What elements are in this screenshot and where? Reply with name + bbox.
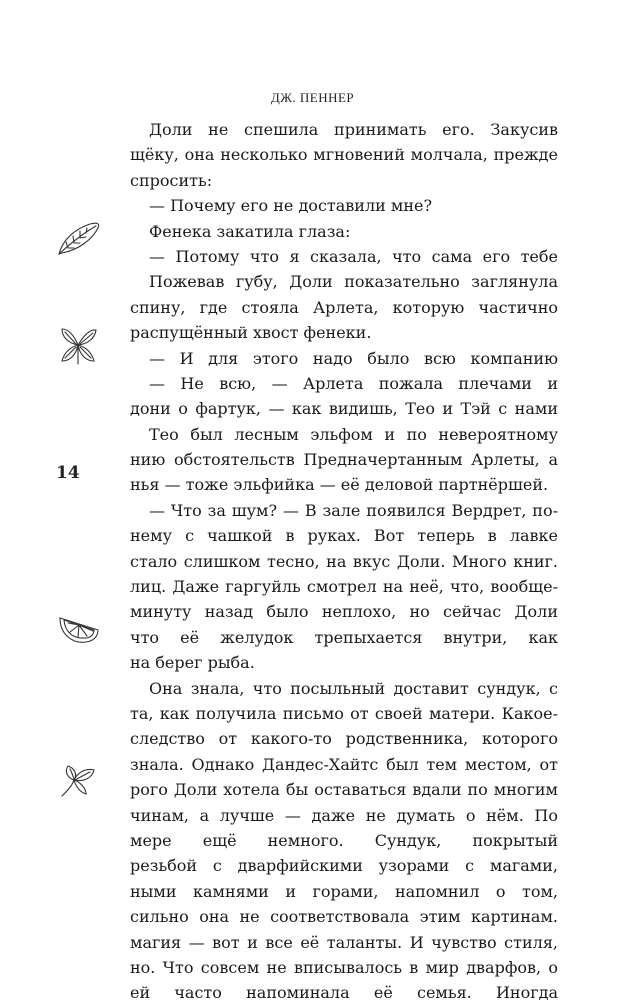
text-line: резьбой с дварфийскими узорами с магами, (130, 856, 558, 876)
text-line: нию обстоятельств Предначертанным Арлеты, а (130, 450, 558, 470)
text-line: лиц. Даже гаргуйль смотрел на неё, что, вообще- (130, 577, 558, 597)
text-line: знала. Однако Дандес-Хайтс был тем местом, от (130, 754, 558, 774)
text-line: Тео был лесным эльфом и по невероятному (149, 424, 558, 444)
text-line: рого Доли хотела бы оставаться вдали по многим (130, 780, 558, 800)
leaf-icon (56, 218, 102, 258)
text-line: распущённый хвост фенеки. (130, 323, 372, 343)
text-line: — Почему его не доставили мне? (149, 196, 433, 216)
text-line: — Не всю, — Арлета пожала плечами и (149, 373, 558, 393)
text-line: минуту назад было неплохо, но сейчас Доли (130, 602, 558, 622)
text-line: — И для этого надо было всю компанию (149, 348, 558, 368)
text-line: следство от какого-то родственника, которого (130, 729, 558, 749)
lemon-slice-icon (56, 608, 102, 648)
flower-bud-icon (56, 760, 102, 800)
text-line: Она знала, что посыльный доставит сундук, с (149, 678, 558, 698)
text-line: Пожевав губу, Доли показательно заглянула (149, 272, 558, 292)
text-line: но. Что совсем не вписывалось в мир дварфов, о (130, 957, 558, 977)
text-line: та, как получила письмо от своей матери. Какое- (130, 703, 558, 723)
text-line: Доли не спешила принимать его. Закусив (149, 120, 558, 139)
text-line: щёку, она несколько мгновений молчала, прежде (130, 145, 558, 165)
running-head: ДЖ. ПЕННЕР (270, 90, 355, 105)
body-text (130, 117, 558, 1006)
text-line: на берег рыба. (130, 653, 255, 673)
text-line: что её желудок трепыхается внутри, как (130, 627, 558, 647)
text-line: магия — вот и все её таланты. И чувство стиля, (130, 932, 558, 952)
text-line: — Что за шум? — В зале появился Вердрет, по- (149, 500, 558, 520)
text-line: ными камнями и горами, напомнил о том, (130, 881, 558, 901)
text-line: дони о фартук, — как видишь, Тео и Тэй с нами (130, 399, 558, 419)
text-line: сильно она не соответствовала этим картинам. (130, 907, 558, 927)
text-line: Фенека закатила глаза: (149, 221, 351, 241)
text-line: нья — тоже эльфийка — её деловой партнёршей. (130, 475, 549, 495)
page-number: 14 (56, 463, 80, 483)
text-line: спину, где стояла Арлета, которую частично (130, 297, 558, 317)
basil-sprig-icon (56, 325, 102, 365)
text-line: — Потому что я сказала, что сама его тебе (149, 246, 558, 266)
text-line: стало слишком тесно, на вкус Доли. Много книг. (130, 551, 558, 571)
text-line: мере ещё немного. Сундук, покрытый (130, 830, 558, 850)
text-line: ей часто напоминала её семья. Иногда (130, 983, 558, 1003)
text-line: спросить: (130, 170, 213, 190)
text-line: нему с чашкой в руках. Вот теперь в лавке (130, 526, 558, 546)
text-line: чинам, а лучше — даже не думать о нём. По (130, 805, 558, 825)
